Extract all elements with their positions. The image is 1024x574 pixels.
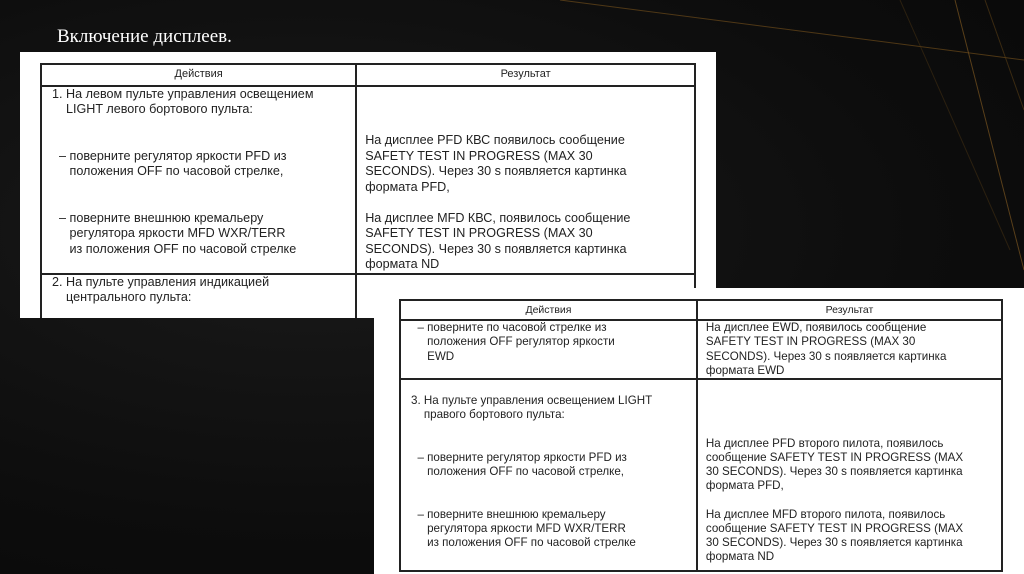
text-line: SAFETY TEST IN PROGRESS (MAX 30 <box>705 335 916 349</box>
text-line: сообщение SAFETY TEST IN PROGRESS (MAX <box>705 522 964 536</box>
text-line: EWD <box>411 349 455 363</box>
text-line <box>706 394 1001 408</box>
text-line: – поверните регулятор яркости PFD из <box>52 148 287 163</box>
text-line <box>411 380 696 394</box>
header-actions: Действия <box>41 64 356 86</box>
text-line: сообщение SAFETY TEST IN PROGRESS (MAX <box>705 451 964 465</box>
text-line <box>52 180 355 196</box>
table-row <box>41 86 695 274</box>
result-cell <box>697 320 1002 379</box>
text-line: На дисплее EWD, появилось сообщение <box>705 321 927 335</box>
text-line: SAFETY TEST IN PROGRESS (MAX 30 <box>365 148 593 163</box>
text-line: регулятора яркости MFD WXR/TERR <box>411 522 626 536</box>
actions-cell <box>41 274 356 319</box>
header-actions: Действия <box>400 300 697 320</box>
procedure-table-1 <box>40 63 696 318</box>
text-line: SAFETY TEST IN PROGRESS (MAX 30 <box>365 226 593 240</box>
actions-cell <box>400 320 697 379</box>
text-line: На дисплее PFD КВС появилось сообщение <box>365 133 625 147</box>
text-line: центрального пульта: <box>52 290 192 304</box>
text-line: положения OFF по часовой стрелке, <box>411 465 625 479</box>
text-line <box>411 437 696 451</box>
text-line <box>706 494 1001 508</box>
text-line <box>706 423 1001 437</box>
text-line: – поверните внешнюю кремальеру <box>52 210 264 225</box>
text-line <box>411 423 696 437</box>
text-line: 1. На левом пульте управления освещением <box>52 86 314 101</box>
text-line: 3. На пульте управления освещением LIGHT <box>411 394 653 408</box>
text-line <box>706 380 1001 394</box>
text-line: из положения OFF по часовой стрелке <box>411 536 636 550</box>
text-line: SECONDS). Через 30 s появляется картинка <box>365 164 627 178</box>
text-line: – поверните регулятор яркости PFD из <box>411 451 627 465</box>
text-line: положения OFF регулятор яркости <box>411 335 615 349</box>
text-line: SECONDS). Через 30 s появляется картинка <box>365 241 627 256</box>
table-header-row <box>41 64 695 86</box>
text-line: формата PFD, <box>705 479 784 493</box>
text-line: формата PFD, <box>365 179 450 194</box>
table-header-row <box>400 300 1002 320</box>
text-line <box>365 195 694 211</box>
text-line: SECONDS). Через 30 s появляется картинка <box>705 349 947 363</box>
text-line: На дисплее PFD второго пилота, появилось <box>705 436 944 450</box>
actions-cell <box>400 379 697 571</box>
text-line: из положения OFF по часовой стрелке <box>52 241 297 256</box>
text-line: 2. На пульте управления индикацией <box>52 274 270 289</box>
actions-cell <box>41 86 356 274</box>
text-line: формата EWD <box>705 363 785 377</box>
text-line <box>52 133 355 149</box>
table-row <box>400 379 1002 571</box>
text-line <box>411 494 696 508</box>
table-image-2 <box>374 288 1024 574</box>
text-line: правого бортового пульта: <box>411 408 565 422</box>
text-line: На дисплее MFD КВС, появилось сообщение <box>365 210 631 225</box>
text-line: формата ND <box>365 257 440 271</box>
text-line <box>411 479 696 493</box>
header-result: Результат <box>356 64 695 86</box>
table-image-1 <box>20 52 716 318</box>
text-line: 30 SECONDS). Через 30 s появляется картинка <box>705 536 963 550</box>
text-line: формата ND <box>705 550 775 564</box>
text-line: LIGHT левого бортового пульта: <box>52 102 253 116</box>
text-line <box>365 102 694 118</box>
text-line: положения OFF по часовой стрелке, <box>52 164 284 178</box>
slide-title: Включение дисплеев. <box>57 26 232 47</box>
result-cell <box>697 379 1002 571</box>
text-line: – поверните по часовой стрелке из <box>411 321 607 335</box>
result-cell <box>356 86 695 274</box>
text-line <box>365 87 694 103</box>
text-line: На дисплее MFD второго пилота, появилось <box>705 507 946 521</box>
header-result: Результат <box>697 300 1002 320</box>
text-line <box>706 408 1001 422</box>
table-row <box>400 320 1002 379</box>
text-line <box>52 118 355 134</box>
text-line: регулятора яркости MFD WXR/TERR <box>52 226 286 240</box>
procedure-table-2 <box>399 299 1003 572</box>
text-line: – поверните внешнюю кремальеру <box>411 507 606 521</box>
text-line <box>52 195 355 211</box>
text-line: 30 SECONDS). Через 30 s появляется картинка <box>705 465 963 479</box>
text-line <box>365 118 694 134</box>
